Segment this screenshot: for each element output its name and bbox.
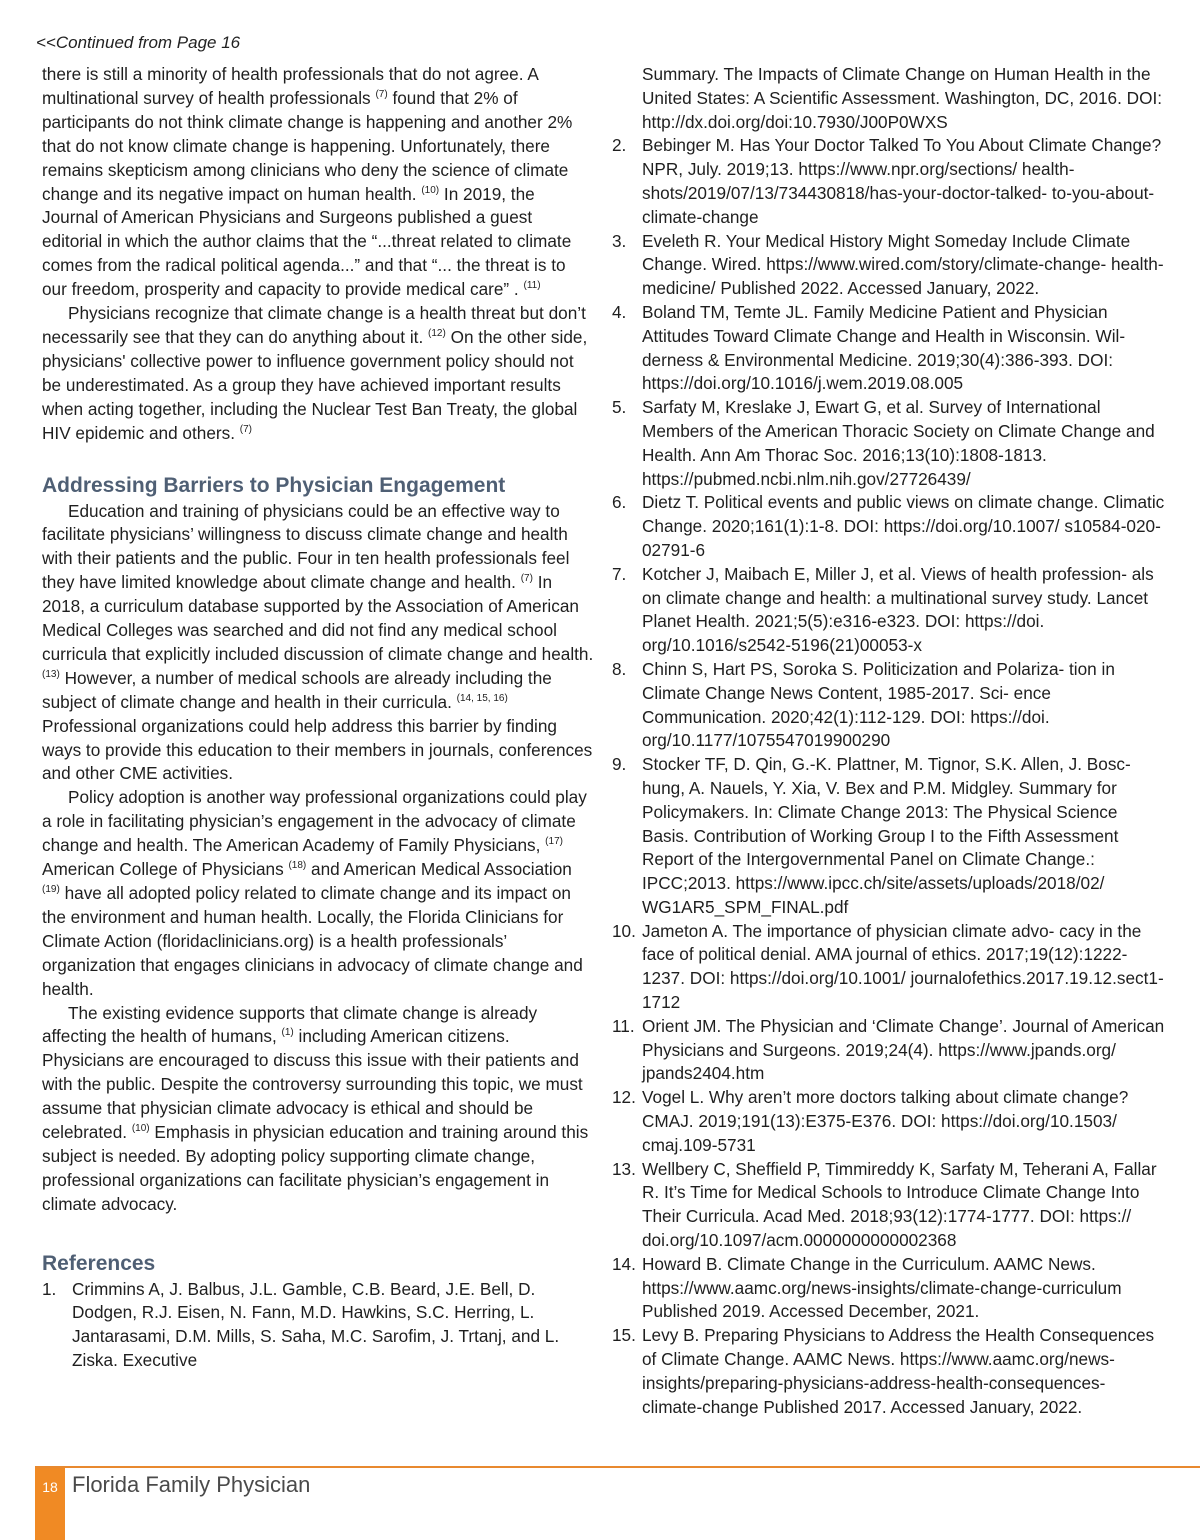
reference-list-left bbox=[42, 1278, 594, 1373]
reference-item: 14. Howard B. Climate Change in the Curriculum. AAMC News. https://www.aamc.org/news-insights/climate-change-curriculum Published 2019. Accessed December, 2021. bbox=[612, 1253, 1122, 1322]
paragraph-4: Policy adoption is another way professional organizations could play a role in facilitating physician’s engagement in the advocacy of climate change and health. The American Academy of Family Physicians, $^{(17)}$ American College of Physicians $^{(18)}$ and American Medical Association $^{(19)}$ have all adopted policy related to climate change and its impact on the environment and human health. Locally, the Florida Clinicians for Climate Action (floridaclinicians.org) is a health professionals’ organization that engages clinicians in advocacy of climate change and health. bbox=[42, 787, 587, 999]
paragraph-1: there is still a minority of health professionals that do not agree. A multinational survey of health professionals $^{(7)}$ found that 2% of participants do not think climate change is happening and another 2% that do not know climate change is happening. Unfortunately, there remains skepticism among clinicians who deny the science of climate change and its negative impact on human health. $^{(10)}$ In 2019, the Journal of American Physicians and Surgeons published a guest editorial in which the author claims that the “...threat related to climate comes from the radical political agenda...” and that “... the threat is to our freedom, prosperity and capacity to provide medical care” . $^{(11)}$ bbox=[42, 64, 573, 300]
reference-item: 2. Bebinger M. Has Your Doctor Talked To You About Climate Change? NPR, July. 2019;13. https://www.npr.org/sections/ health-shots/2019/07/13/734430818/has-your-doctor-talked- to-you-about-climate-change bbox=[612, 135, 1162, 227]
reference-item: 8. Chinn S, Hart PS, Soroka S. Politicization and Polariza- tion in Climate Change News Content, 1985-2017. Sci- ence Communication. 2020;42(1):112-129. DOI: https://doi. org/10.1177/1075547019900290 bbox=[612, 658, 1115, 751]
reference-list-right bbox=[612, 63, 1168, 1419]
citation: (7) bbox=[239, 423, 252, 435]
paragraph-2: Physicians recognize that climate change is a health threat but don’t necessarily see that they can do anything about it. $^{(12)}$ On the other side, physicians' collective power to influence government policy should not be underestimated. As a group they have achieved important results when acting together, including the Nuclear Test Ban Treaty, the global HIV epidemic and others. $^{(7)}$ bbox=[42, 303, 588, 443]
citation: (19) bbox=[42, 884, 60, 895]
reference-item: 15. Levy B. Preparing Physicians to Address the Health Consequences of Climate Change. AAMC News. https://www.aamc.org/news- insights/preparing-physicians-address-health-consequences- climate-change Published 2017. Accessed January, 2022. bbox=[612, 1325, 1155, 1417]
reference-item: 3. Eveleth R. Your Medical History Might Someday Include Climate Change. Wired. https://www.wired.com/story/climate-change- health-medicine/ Published 2022. Accessed January, 2022. bbox=[612, 230, 1164, 299]
reference-item: 11. Orient JM. The Physician and ‘Climate Change’. Journal of American Physicians and Surgeons. 2019;24(4). https://www.jpands.org/ jpands2404.htm bbox=[612, 1015, 1165, 1084]
footer-rule bbox=[35, 1466, 1200, 1468]
citation: (12) bbox=[428, 327, 446, 339]
reference-item: 9. Stocker TF, D. Qin, G.-K. Plattner, M. Tignor, S.K. Allen, J. Bosc- hung, A. Nauels, Y. Xia, V. Bex and P.M. Midgley. Summary for Policymakers. In: Climate Change 2013: The Physical Science Basis. Contribution of Working Group I to the Fifth Assessment Report of the Intergovernmental Panel on Climate Change.: IPCC;2013. https://www.ipcc.ch/site/assets/uploads/2018/02/ WG1AR5_SPM_FINAL.pdf bbox=[612, 754, 1131, 917]
paragraph-5: The existing evidence supports that climate change is already affecting the health of humans, $^{(1)}$ including American citizens. Physicians are encouraged to discuss this issue with their patients and with the public. Despite the controversy surrounding this topic, we must assume that physician climate advocacy is ethical and should be celebrated. $^{(10)}$ Emphasis in physician education and training around this subject is needed. By adopting policy supporting climate change, professional organizations can facilitate physician’s engagement in climate advocacy. bbox=[42, 1002, 589, 1214]
reference-item: 12. Vogel L. Why aren’t more doctors talking about climate change? CMAJ. 2019;191(13):E375-E376. DOI: https://doi.org/10.1503/ cmaj.109-5731 bbox=[612, 1087, 1129, 1155]
reference-item: 5. Sarfaty M, Kreslake J, Ewart G, et al. Survey of International Members of the American Thoracic Society on Climate Change and Health. Ann Am Thorac Soc. 2016;13(10):1808-1813. https://pubmed.ncbi.nlm.nih.gov/27726439/ bbox=[612, 397, 1155, 489]
citation: (10) bbox=[131, 1123, 150, 1135]
reference-item: 4. Boland TM, Temte JL. Family Medicine Patient and Physician Attitudes Toward Climate Change and Health in Wisconsin. Wil- derness & Environmental Medicine. 2019;30(4):386-393. DOI: https://doi.org/10.1016/j.wem.2019.08.005 bbox=[612, 301, 1126, 394]
right-column bbox=[612, 63, 1168, 1419]
citation: (10) bbox=[421, 184, 440, 196]
citation: (18) bbox=[288, 860, 307, 872]
citation: (17) bbox=[545, 836, 563, 848]
page-number: 18 bbox=[42, 1479, 58, 1495]
reference-item: 6. Dietz T. Political events and public views on climate change. Climatic Change. 2020;161(1):1-8. DOI: https://doi.org/10.1007/ s10584-020-02791-6 bbox=[612, 492, 1165, 560]
paragraph-3: Education and training of physicians could be an effective way to facilitate physicians’ willingness to discuss climate change and health with their patients and the public. Four in ten health professionals feel they have limited knowledge about climate change and health. $^{(7)}$ In 2018, a curriculum database supported by the Association of American Medical Colleges was searched and did not find any medical school curricula that explicitly included discussion of climate change and health. $^{(13)}$ However, a number of medical schools are already including the subject of climate change and health in their curricula. $^{(14, 15, 16)}$ Professional organizations could help address this barrier by finding ways to provide this education to their members in journals, conferences and other CME activities. bbox=[42, 500, 594, 784]
reference-item: 7. Kotcher J, Maibach E, Miller J, et al. Views of health profession- als on climate change and health: a multinational survey study. Lancet Planet Health. 2021;5(5):e316-e323. DOI: https://doi. org/10.1016/s2542-5196(21)00053-x bbox=[612, 563, 1154, 656]
citation: (11) bbox=[523, 280, 541, 292]
reference-item: 10. Jameton A. The importance of physician climate advo- cacy in the face of political denial. AMA journal of ethics. 2017;19(12):1222-1237. DOI: https://doi.org/10.1001/ journalofethics.2017.19.12.sect1-1712 bbox=[612, 920, 1164, 1013]
reference-item-continued: Summary. The Impacts of Climate Change on Human Health in the United States: A Scientific Assessment. Washington, DC, 2016. DOI: http://dx.doi.org/doi:10.7930/J00P0WXS bbox=[642, 64, 1163, 132]
reference-item: 13. Wellbery C, Sheffield P, Timmireddy K, Sarfaty M, Teherani A, Fallar R. It’s Time for Medical Schools to Introduce Climate Change Into Their Curricula. Acad Med. 2018;93(12):1774-1777. DOI: https:// doi.org/10.1097/acm.0000000000002368 bbox=[612, 1158, 1157, 1251]
citation: (1) bbox=[281, 1027, 294, 1039]
citation: (7) bbox=[520, 573, 533, 585]
left-column bbox=[42, 63, 594, 1373]
citation: (14, 15, 16) bbox=[456, 692, 508, 704]
publication-title: Florida Family Physician bbox=[72, 1472, 311, 1497]
section-heading-references: References bbox=[42, 1251, 156, 1275]
citation: (7) bbox=[375, 88, 388, 100]
continued-from-note: <<Continued from Page 16 bbox=[36, 33, 241, 52]
section-heading-barriers: Addressing Barriers to Physician Engagement bbox=[42, 473, 506, 497]
reference-item: 1. Crimmins A, J. Balbus, J.L. Gamble, C.B. Beard, J.E. Bell, D. Dodgen, R.J. Eisen, N. Fann, M.D. Hawkins, S.C. Herring, L. Jantarasami, D.M. Mills, S. Saha, M.C. Sarofim, J. Trtanj, and L. Ziska. Executive bbox=[42, 1278, 560, 1371]
citation: (13) bbox=[42, 668, 60, 680]
